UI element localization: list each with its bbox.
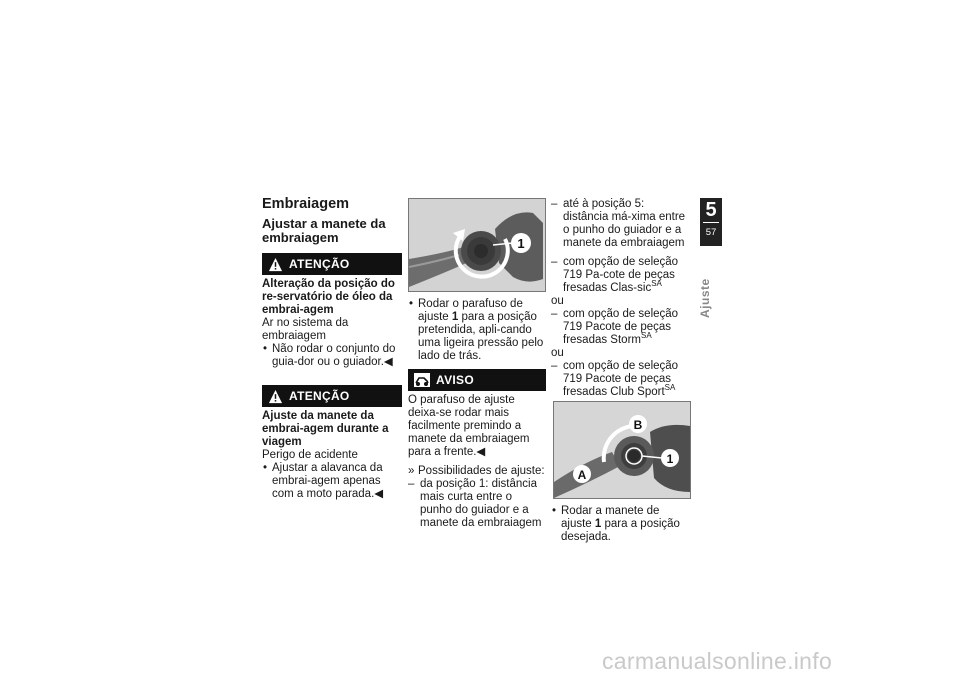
warning-bullet: • Não rodar o conjunto do guia-dor ou o guiador.◀ [262, 343, 402, 369]
page-number: 57 [705, 227, 717, 238]
adjust-instruction: • Rodar a manete de ajuste 1 para a posição desejada. [551, 505, 691, 544]
column-3 [551, 198, 691, 544]
section-title: Embraiagem [262, 196, 350, 212]
column-1 [262, 196, 402, 501]
chapter-tab [700, 198, 722, 246]
adjust-instruction: • Rodar o parafuso de ajuste 1 para a posição pretendida, apli-cando uma ligeira pressão pelo lado de trás. [408, 298, 546, 363]
figure-label-1: 1 [666, 452, 674, 466]
end-mark-icon: ◀ [476, 446, 486, 458]
warning-triangle-icon [268, 389, 283, 404]
option-item: – com opção de seleção 719 Pa-cote de peças fresadas Clas-sic$^{SA}$ [551, 256, 691, 295]
motorcycle-notice-icon [414, 373, 430, 387]
warning-text: Ar no sistema da embraiagem [262, 317, 349, 342]
result-line: » Possibilidades de ajuste: [408, 465, 546, 478]
subsection-title: Ajustar a manete da embraiagem [262, 216, 386, 245]
end-mark-icon: ◀ [383, 356, 393, 368]
option-item: – com opção de seleção 719 Pacote de peças fresadas Club Sport$^{SA}$ [551, 360, 691, 399]
chapter-number: 5 [705, 199, 717, 221]
option-item: – até à posição 5: distância má-xima entre o punho do guiador e a manete da embraiagem [551, 198, 691, 250]
option-item: – com opção de seleção 719 Pacote de peças fresadas Storm$^{SA}$ [551, 308, 691, 347]
warning-label: ATENÇÃO [289, 256, 350, 271]
warning-banner-2 [262, 385, 402, 407]
clutch-lever-illustration [409, 199, 545, 291]
warning-heading: Ajuste da manete da embrai-agem durante a viagem [262, 410, 389, 448]
clutch-lever-figure-2 [553, 401, 691, 499]
column-2 [408, 198, 546, 536]
end-mark-icon: ◀ [374, 488, 384, 500]
watermark: carmanualsonline.info [602, 648, 833, 674]
notice-label: AVISO [436, 372, 474, 387]
option-item: – da posição 1: distância mais curta entre o punho do guiador e a manete da embraiagem [408, 478, 546, 530]
warning-bullet: • Ajustar a alavanca da embrai-agem apenas com a moto parada.◀ [262, 462, 402, 501]
notice-banner [408, 369, 546, 391]
or-text: ou [551, 347, 564, 359]
clutch-lever-figure-1 [408, 198, 546, 292]
figure-label-b: B [633, 418, 643, 432]
warning-heading: Alteração da posição do re-servatório de óleo da embrai-agem [262, 278, 395, 316]
chapter-side-label: Ajuste [698, 278, 712, 318]
warning-triangle-icon [268, 257, 283, 272]
warning-banner-1 [262, 253, 402, 275]
figure-label-1: 1 [517, 236, 525, 251]
or-text: ou [551, 295, 564, 307]
adjuster-illustration [554, 402, 690, 498]
warning-label: ATENÇÃO [289, 388, 350, 403]
warning-text: Perigo de acidente [262, 449, 358, 461]
notice-text: O parafuso de ajuste deixa-se rodar mais facilmente premindo a manete da embraiagem para a frente.◀ [408, 394, 530, 458]
figure-label-a: A [577, 468, 587, 482]
